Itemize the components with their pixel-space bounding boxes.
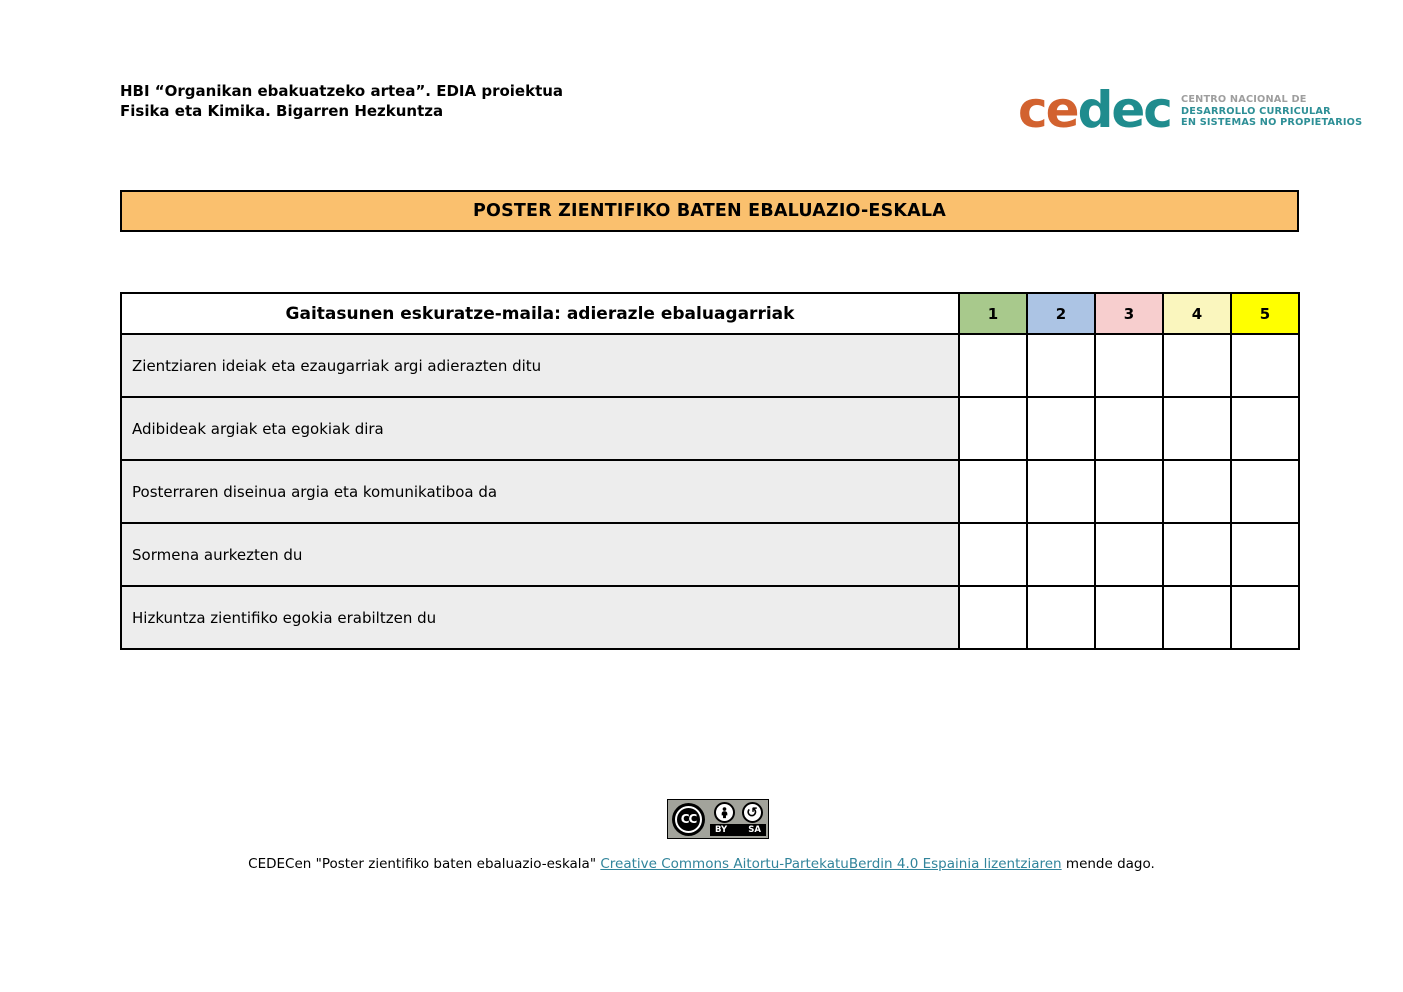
score-cell — [959, 397, 1027, 460]
document-header-line1: HBI “Organikan ebakuatzeko artea”. EDIA proiektua — [120, 82, 564, 100]
score-cell — [959, 460, 1027, 523]
cc-license-badge — [667, 799, 769, 839]
score-cell — [1231, 397, 1299, 460]
score-header-1: 1 — [959, 293, 1027, 334]
score-cell — [1231, 523, 1299, 586]
cedec-tagline-line1: CENTRO NACIONAL DE — [1180, 94, 1307, 105]
cedec-wordmark-dec: dec — [1077, 81, 1171, 139]
cc-by-label: BY — [715, 825, 728, 835]
table-row — [121, 523, 1299, 586]
criterion-label: Hizkuntza zientifiko egokia erabiltzen du — [121, 586, 959, 649]
license-footer — [0, 856, 1403, 872]
license-footer-prefix: CEDECen "Poster zientifiko baten ebaluazio-eskala" — [248, 856, 601, 872]
score-cell — [1095, 460, 1163, 523]
score-cell — [1095, 334, 1163, 397]
document-header — [120, 81, 563, 121]
score-header-5: 5 — [1231, 293, 1299, 334]
score-cell — [959, 586, 1027, 649]
rubric-header-label: Gaitasunen eskuratze-maila: adierazle ebaluagarriak — [121, 293, 959, 334]
rubric-table — [120, 292, 1300, 650]
document-header-line2: Fisika eta Kimika. Bigarren Hezkuntza — [120, 102, 444, 120]
table-row — [121, 334, 1299, 397]
score-cell — [1163, 397, 1231, 460]
table-row — [121, 460, 1299, 523]
criterion-label: Adibideak argiak eta egokiak dira — [121, 397, 959, 460]
criterion-label: Posterraren diseinua argia eta komunikatiboa da — [121, 460, 959, 523]
cc-sa-arrow-icon: ↺ — [742, 802, 763, 823]
title-banner — [120, 190, 1299, 232]
score-cell — [1095, 523, 1163, 586]
table-row — [121, 397, 1299, 460]
cedec-tagline-line3: EN SISTEMAS NO PROPIETARIOS — [1180, 117, 1363, 128]
cc-sa-label: SA — [748, 825, 761, 835]
score-header-2: 2 — [1027, 293, 1095, 334]
score-cell — [1095, 586, 1163, 649]
score-cell — [1027, 523, 1095, 586]
cedec-tagline — [1181, 94, 1362, 129]
score-cell — [1231, 334, 1299, 397]
cc-icon — [672, 803, 705, 836]
criterion-label: Zientziaren ideiak eta ezaugarriak argi adierazten ditu — [121, 334, 959, 397]
score-header-3: 3 — [1095, 293, 1163, 334]
score-cell — [959, 334, 1027, 397]
score-cell — [1095, 397, 1163, 460]
license-footer-suffix: mende dago. — [1061, 856, 1155, 872]
score-header-4: 4 — [1163, 293, 1231, 334]
score-cell — [1027, 586, 1095, 649]
score-cell — [1163, 586, 1231, 649]
page-title: POSTER ZIENTIFIKO BATEN EBALUAZIO-ESKALA — [473, 201, 946, 221]
license-link[interactable]: Creative Commons Aitortu-PartekatuBerdin 4.0 Espainia lizentziaren — [600, 856, 1062, 872]
score-cell — [1027, 397, 1095, 460]
score-cell — [1163, 334, 1231, 397]
cc-badge-right — [710, 802, 766, 836]
cc-badge-icons — [714, 802, 763, 823]
cedec-logo — [1018, 81, 1368, 139]
score-cell — [959, 523, 1027, 586]
criterion-label: Sormena aurkezten du — [121, 523, 959, 586]
cedec-tagline-line2: DESARROLLO CURRICULAR — [1180, 105, 1331, 117]
score-cell — [1163, 460, 1231, 523]
score-cell — [1231, 460, 1299, 523]
score-cell — [1027, 334, 1095, 397]
cc-icon-label: CC — [675, 806, 702, 833]
score-cell — [1163, 523, 1231, 586]
cc-by-person-icon — [714, 802, 735, 823]
cedec-wordmark — [1018, 81, 1171, 139]
cc-badge-strip — [710, 824, 766, 836]
cedec-wordmark-ce: ce — [1018, 81, 1078, 139]
table-row — [121, 586, 1299, 649]
score-cell — [1027, 460, 1095, 523]
rubric-header-row — [121, 293, 1299, 334]
score-cell — [1231, 586, 1299, 649]
